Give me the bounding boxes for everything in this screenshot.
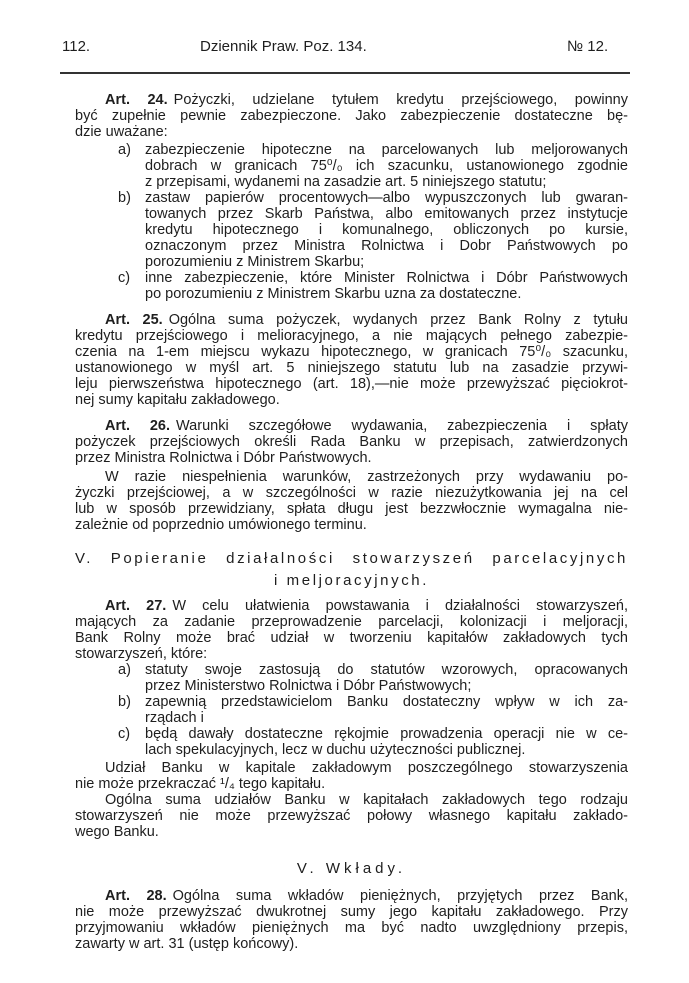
text-line — [75, 418, 628, 434]
text-line: oznaczonym przez Ministra Rolnictwa i Dobr Państwowych po — [145, 238, 628, 254]
text-line: przez Ministerstwo Rolnictwa i Dóbr Państwowych; — [145, 678, 472, 694]
text-line: Bank Rolny może brać udział w tworzeniu kapitałów zakładowych tych — [75, 630, 628, 646]
text-line: leju pierwszeństwa hipotecznego (art. 18),—nie może przewyższać pięciokrot- — [75, 376, 628, 392]
text-line: towanych przez Skarb Państwa, albo emitowanych przez instytucje — [145, 206, 628, 222]
article-number: Art. 24. — [105, 92, 168, 108]
list-item — [118, 142, 628, 190]
text-line: zastaw papierów procentowych—albo wypuszczonych lub gwaran- — [145, 190, 628, 206]
text-line: przez Ministra Rolnictwa i Dóbr Państwowych. — [75, 450, 372, 466]
text-line: przyjmowaniu wkładów pieniężnych ma być nadto uwzględniony przepis, — [75, 920, 628, 936]
journal-title: Dziennik Praw. Poz. 134. — [200, 38, 367, 55]
article-text: Warunki szczegółowe wydawania, zabezpieczenia i spłaty — [176, 418, 628, 434]
text-line: W razie niespełnienia warunków, zastrzeżonych przy wydawaniu po- — [105, 469, 628, 485]
item-label: b) — [118, 694, 131, 710]
text-line: stowarzyszeń nie może przewyższać połowy własnego kapitału zakłado- — [75, 808, 628, 824]
article-paragraph — [75, 888, 628, 952]
text-line: statuty swoje zastosują do statutów wzorowych, opracowanych — [145, 662, 628, 678]
text-line: z przepisami, wydanemi na zasadzie art. 5 niniejszego statutu; — [145, 174, 547, 190]
list-item — [118, 694, 628, 726]
text-line: ustanowionego w myśl art. 5 niniejszego statutu lub na zasadzie przywi- — [75, 360, 628, 376]
page-number: 112. — [62, 38, 91, 55]
text-line — [75, 598, 628, 614]
text-line: zabezpieczenie hipoteczne na parcelowanych lub meljorowanych — [145, 142, 628, 158]
text-line: dzie uważane: — [75, 124, 168, 140]
text-line: stowarzyszeń, które: — [75, 646, 208, 662]
item-label: b) — [118, 190, 131, 206]
text-line: nie może przewyższać dwukrotnej sumy jego kapitału zakładowego. Przy — [75, 904, 628, 920]
article-paragraph — [75, 598, 628, 662]
list-item — [118, 726, 628, 758]
text-line: lub w sposób przewidziany, spłata długu jest bezzwłocznie wymagalna nie- — [75, 501, 628, 517]
text-line: kredytu hipotecznego i komunalnego, obliczonych po kursie, — [145, 222, 628, 238]
list-item — [118, 662, 628, 694]
paragraph — [75, 760, 628, 792]
text-line: V. Wkłady. — [296, 860, 407, 877]
article-text: Pożyczki, udzielane tytułem kredytu przejściowego, powinny — [173, 92, 628, 108]
text-line: zapewnią przedstawicielom Banku dostateczny wpływ w ich za- — [145, 694, 628, 710]
item-label: a) — [118, 662, 131, 678]
text-line: być zupełnie pewnie zabezpieczone. Jako zabezpieczenie dostateczne bę- — [75, 108, 628, 124]
list-item — [118, 190, 628, 270]
text-line — [75, 92, 628, 108]
paragraph — [75, 469, 628, 533]
text-line — [75, 888, 628, 904]
list-item — [118, 270, 628, 302]
article-text: W celu ułatwienia powstawania i działalności stowarzyszeń, — [172, 598, 628, 614]
text-line: mających za zadanie przeprowadzenie parcelacji, kolonizacji i meljoracji, — [75, 614, 628, 630]
paragraph — [75, 792, 628, 840]
text-line: czenia na 1-em miejscu wykazu hipotecznego, w granicach 75⁰/₀ szacunku, — [75, 344, 628, 360]
text-line: po porozumieniu z Ministrem Skarbu uzna za dostateczne. — [145, 286, 522, 302]
text-line — [75, 312, 628, 328]
section-heading — [75, 548, 628, 592]
text-line: kredytu przejściowego i melioracyjnego, a nie mających pełnego zabezpie- — [75, 328, 628, 344]
article-paragraph — [75, 92, 628, 140]
text-line: V. Popieranie działalności stowarzyszeń parcelacyjnych — [75, 550, 628, 567]
article-number: Art. 28. — [105, 888, 167, 904]
article-text: Ogólna suma wkładów pieniężnych, przyjętych przez Bank, — [172, 888, 628, 904]
text-line: pożyczek przejściowych określi Rada Banku w przepisach, zatwierdzonych — [75, 434, 628, 450]
issue-number: № 12. — [567, 38, 609, 55]
text-line: będą dawały dostateczne rękojmie prowadzenia operacji nie w ce- — [145, 726, 628, 742]
header-rule — [60, 72, 630, 74]
text-line: zależnie od poprzednio umówionego terminu. — [75, 517, 367, 533]
article-paragraph — [75, 418, 628, 466]
article-number: Art. 26. — [105, 418, 171, 434]
text-line: zawarty w art. 31 (ustęp końcowy). — [75, 936, 299, 952]
text-line: lach spekulacyjnych, lecz w duchu użyteczności publicznej. — [145, 742, 526, 758]
article-number: Art. 27. — [105, 598, 167, 614]
text-line: inne zabezpieczenie, które Minister Rolnictwa i Dóbr Państwowych — [145, 270, 628, 286]
text-line: Ogólna suma udziałów Banku w kapitałach zakładowych tego rodzaju — [105, 792, 628, 808]
section-heading — [75, 858, 628, 880]
article-paragraph — [75, 312, 628, 408]
item-label: a) — [118, 142, 131, 158]
article-text: Ogólna suma pożyczek, wydanych przez Bank Rolny z tytułu — [168, 312, 628, 328]
text-line: wego Banku. — [75, 824, 159, 840]
text-line: porozumieniu z Ministrem Skarbu; — [145, 254, 365, 270]
article-number: Art. 25. — [105, 312, 163, 328]
item-label: c) — [118, 270, 131, 286]
text-line: i meljoracyjnych. — [273, 572, 430, 589]
text-line: życzki przejściowej, a w szczególności w razie niezużytkowania jej na cel — [75, 485, 628, 501]
item-label: c) — [118, 726, 131, 742]
text-line: Udział Banku w kapitale zakładowym poszczególnego stowarzyszenia — [105, 760, 628, 776]
text-line: rządach i — [145, 710, 204, 726]
text-line: dobrach w granicach 75⁰/₀ ich szacunku, ustanowionego zgodnie — [145, 158, 628, 174]
text-line: nie może przekraczać ¹/₄ tego kapitału. — [75, 776, 326, 792]
text-line: nej sumy kapitału zakładowego. — [75, 392, 280, 408]
